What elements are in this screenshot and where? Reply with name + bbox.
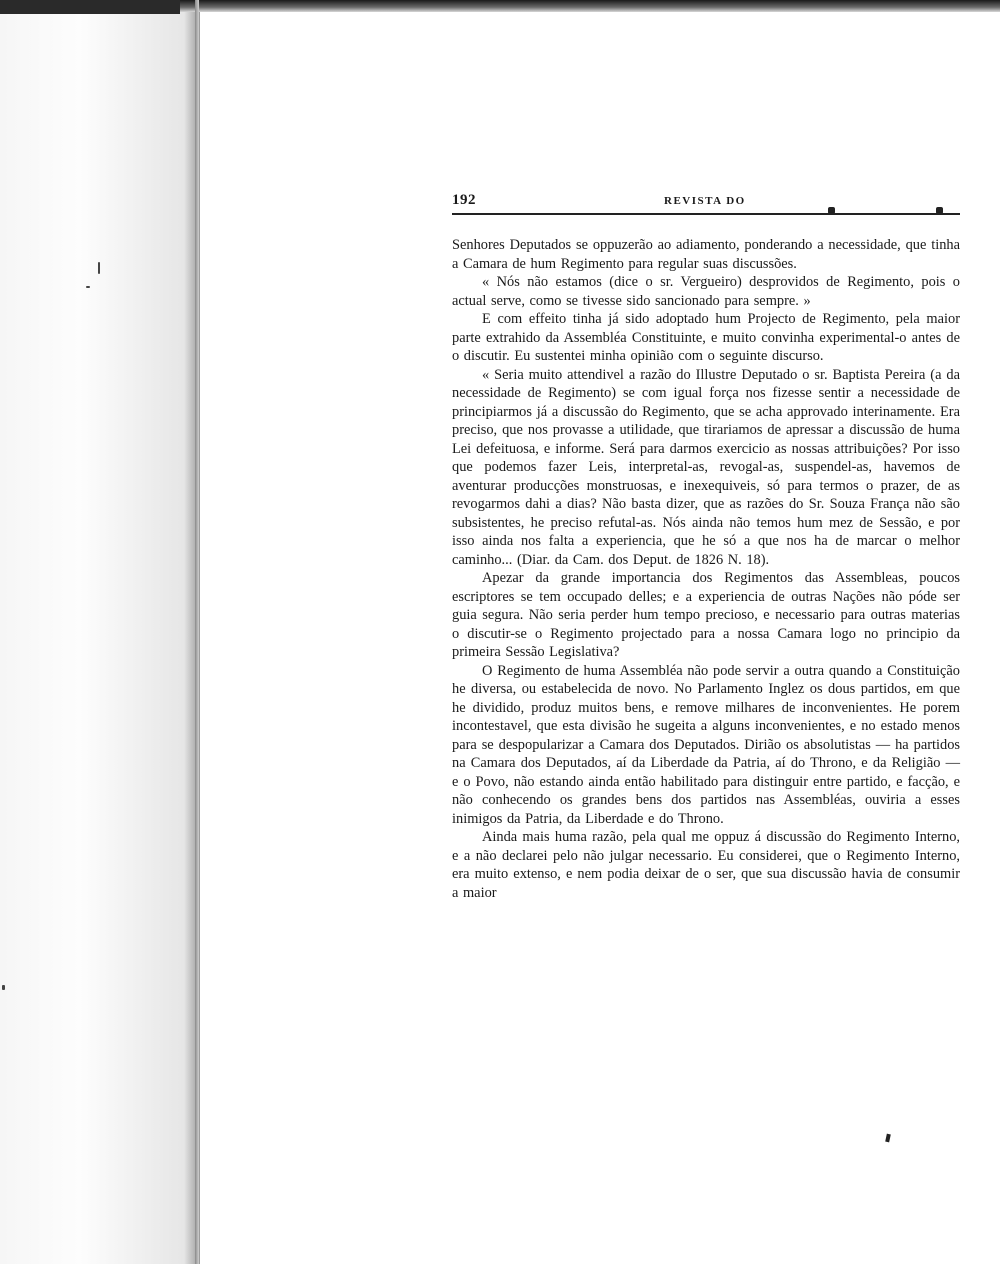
paragraph: Ainda mais huma razão, pela qual me oppuz á discussão do Regimento Interno, e a não declarei pelo não julgar necessario. Eu considerei, que o Regimento Interno, era muito extenso, e nem podia deixar de o ser, que sua discussão havia de consumir a maior: [452, 829, 960, 901]
body-text: [452, 236, 960, 902]
paragraph: O Regimento de huma Assembléa não pode servir a outra quando a Constituição he diversa, ou estabelecida de novo. No Parlamento Inglez os dous partidos, em que he dividido, produz muitos bens, e remove milhares de inconvenientes. He porem incontestavel, que esta divisão he sugeita a alguns inconvenientes, e no estado menos para se despopularizar a Camara dos Deputados. Dirião os absolutistas — ha partidos na Camara dos Deputados, aí da Liberdade da Patria, aí do Throno, e da Religião — e o Povo, não estando ainda então habilitado para distinguir entre partido, e facção, e não conhecendo os grandes bens dos partidos nas Assembléas, ouviria a esses inimigos da Patria, da Liberdade e do Throno.: [452, 662, 960, 827]
header-rule-ornament: [936, 207, 943, 214]
paragraph: Senhores Deputados se oppuzerão ao adiamento, ponderando a necessidade, que tinha a Camara de hum Regimento para regular suas discussões.: [452, 237, 960, 272]
header-rule: [452, 213, 960, 215]
scan-left-shadow: [0, 0, 200, 1264]
paragraph: « Seria muito attendivel a razão do Illustre Deputado o sr. Baptista Pereira (a da necessidade de Regimento) se com igual força nos fizesse sentir a necessidade de principiarmos já a discussão do Regimento, que se acha approvado interinamente. Era preciso, que nos provasse a utilidade, que tirariamos de apressar a discussão de huma Lei defeituosa, e informe. Será para darmos exercicio as nossas attribuições? Por isso que podemos fazer Leis, interpretal-as, revogal-as, suspendel-as, havemos de aventurar producções monstruosas, e inexequiveis, só para termos o prazer, de as revogarmos dahi a dias? Não basta dizer, que as razões do Sr. Souza França não são subsistentes, he preciso refutal-as. Nós ainda não temos hum mez de Sessão, e por isso ainda nos falta a experiencia, que he só a que nos ha de marcar o melhor caminho... (Diar. da Cam. dos Deput. de 1826 N. 18).: [452, 366, 960, 568]
running-title: REVISTA DO: [664, 195, 746, 207]
paragraph: E com effeito tinha já sido adoptado hum Projecto de Regimento, pela maior parte extrahido da Assembléa Constituinte, e muito convinha experimental-o antes de o discutir. Eu sustentei minha opinião com o seguinte discurso.: [452, 311, 960, 364]
page-number: 192: [452, 192, 476, 208]
paragraph: Apezar da grande importancia dos Regimentos das Assembleas, poucos escriptores se tem occupado delles; e a experiencia de outras Nações não póde ser guia segura. Não seria perder hum tempo precioso, e necessario para outras materias o discutir-se o Regimento projectado para a nossa Camara logo no principio da primeira Sessão Legislativa?: [452, 570, 960, 660]
page-fold: [195, 0, 199, 1264]
scan-top-left-edge: [0, 0, 180, 14]
margin-speck: [86, 286, 90, 288]
ink-speck: [885, 1134, 891, 1143]
margin-speck: [2, 985, 5, 990]
header-rule-ornament: [828, 207, 835, 214]
page-header: [452, 192, 960, 214]
margin-speck: [98, 262, 100, 274]
paragraph: « Nós não estamos (dice o sr. Vergueiro) desprovidos de Regimento, pois o actual serve, como se tivesse sido sancionado para sempre. »: [452, 274, 960, 309]
